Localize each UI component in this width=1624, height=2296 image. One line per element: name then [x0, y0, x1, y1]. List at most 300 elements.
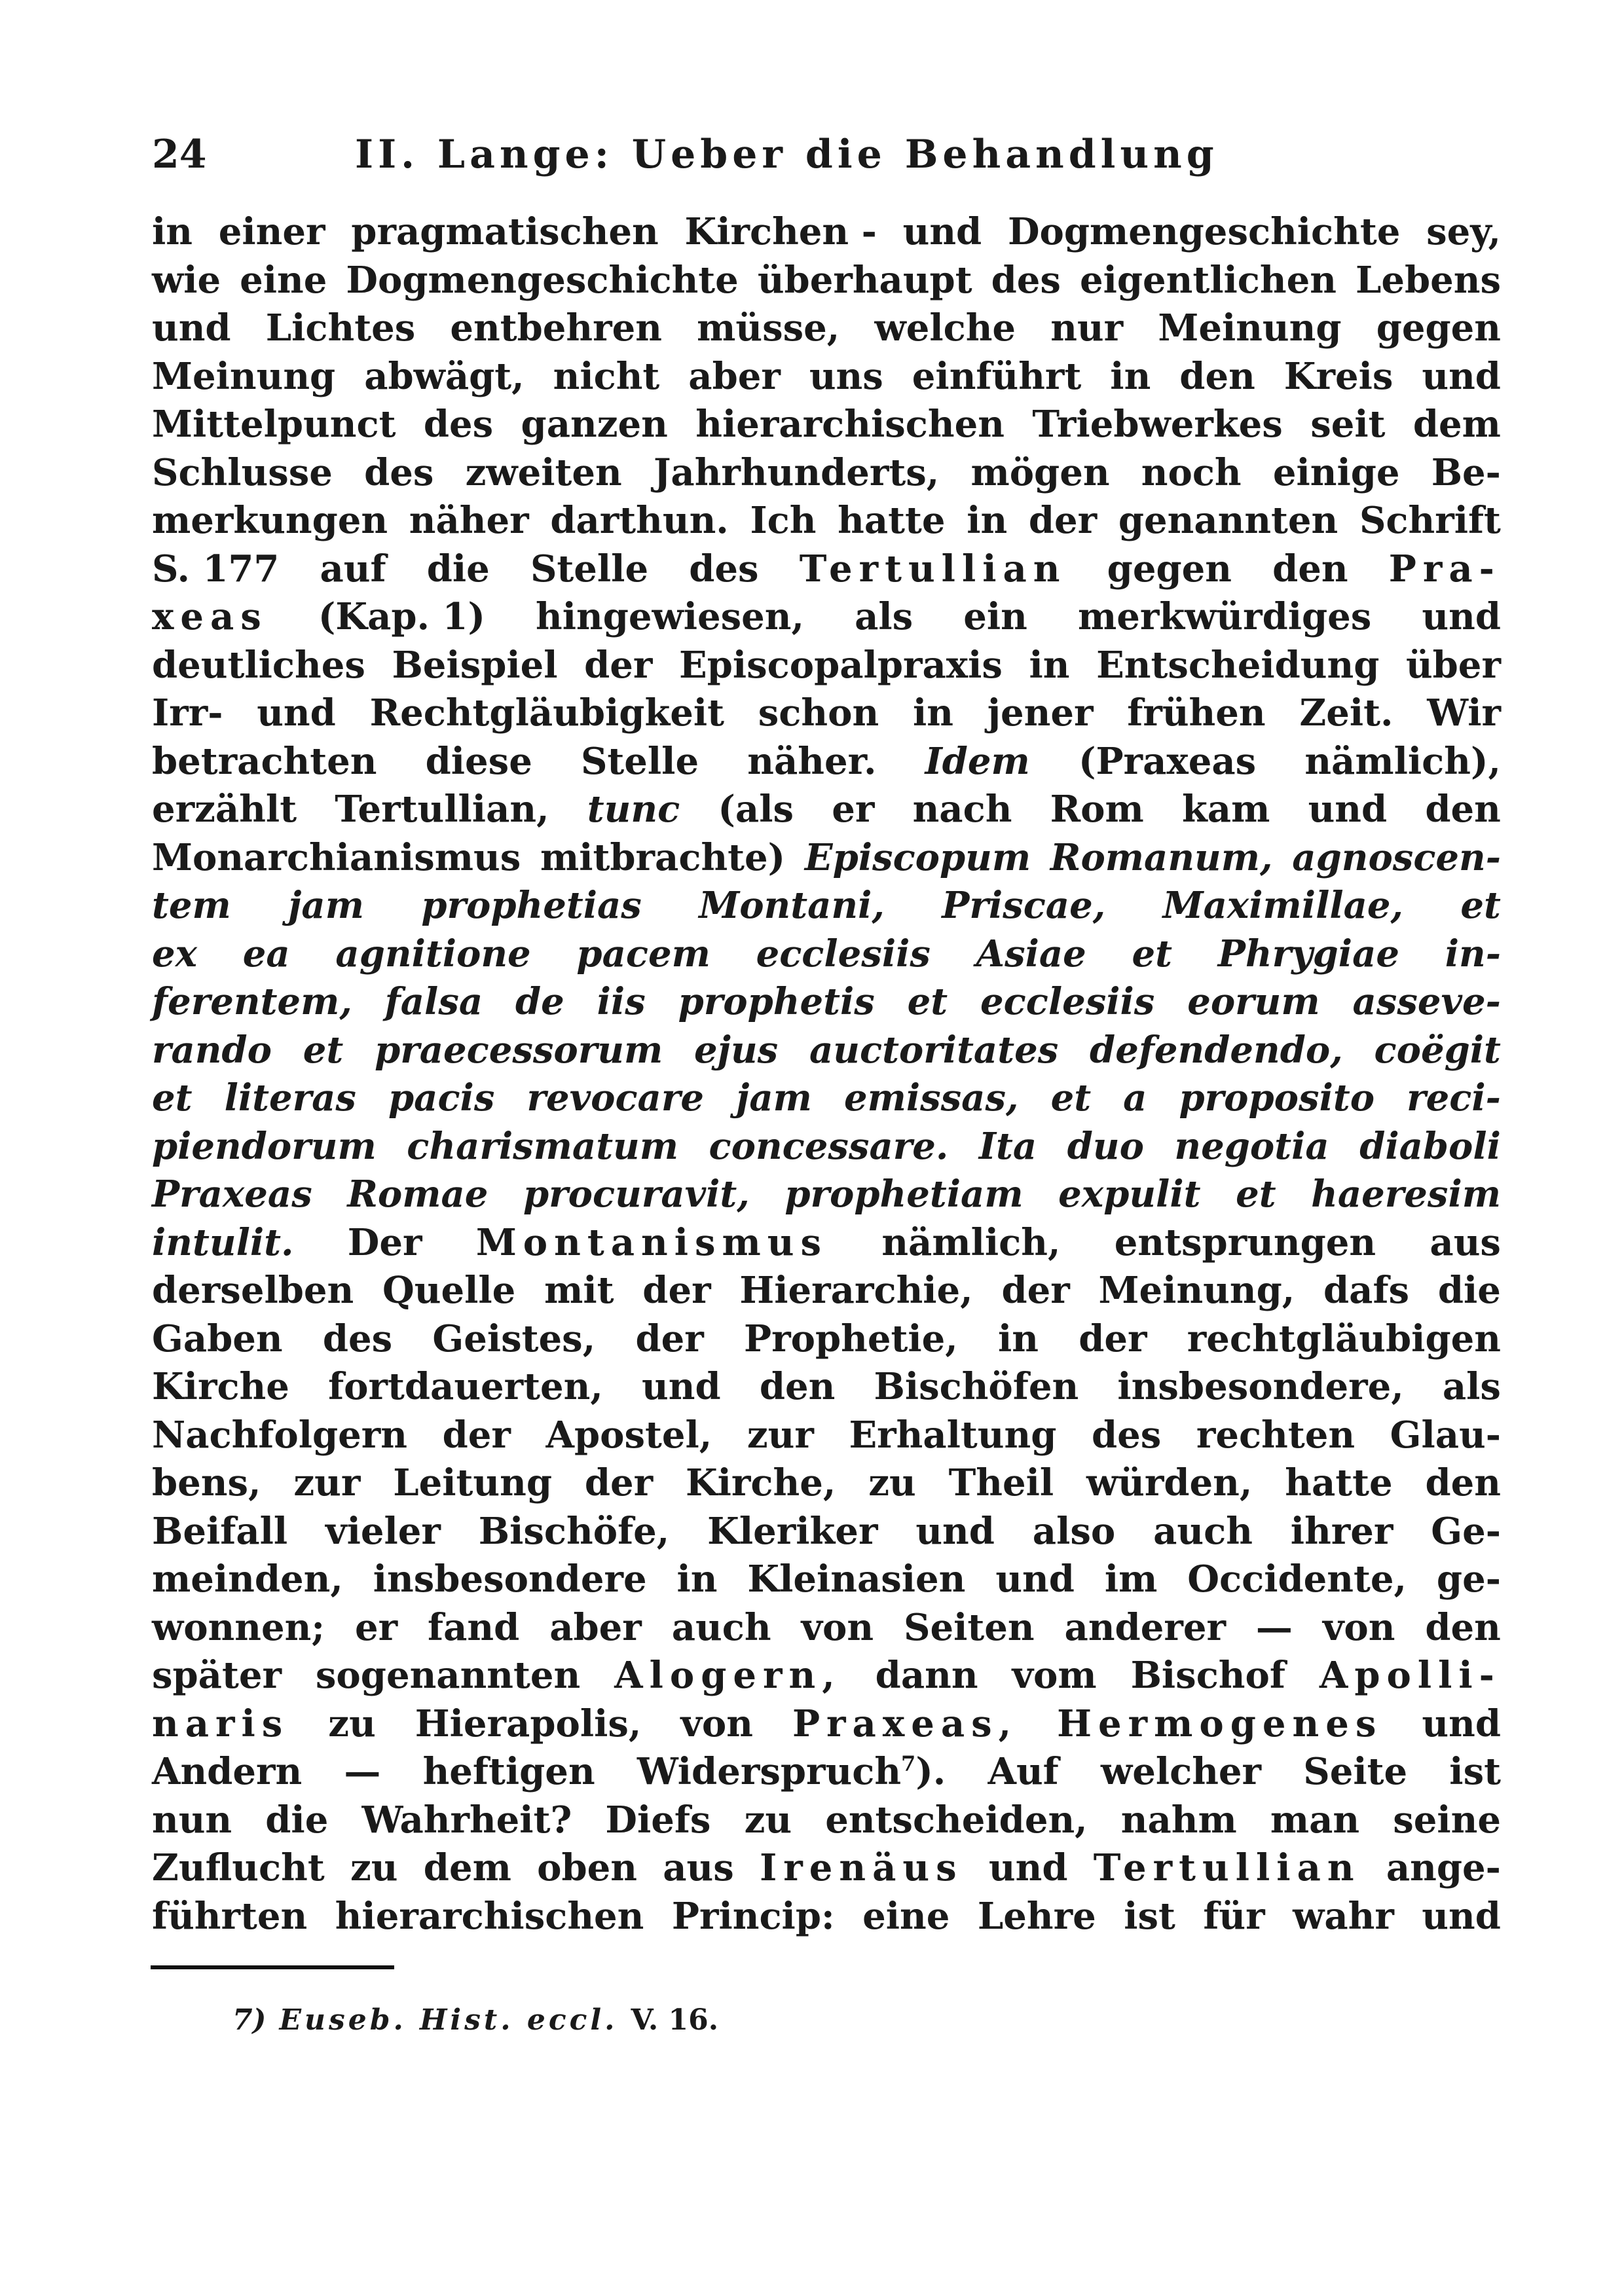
- word: dem: [423, 1846, 511, 1889]
- word: nicht: [553, 354, 660, 398]
- word: den: [1425, 1605, 1501, 1649]
- word: a: [1123, 1076, 1147, 1120]
- word: des: [364, 450, 434, 494]
- word: und: [257, 691, 336, 735]
- word: vom: [1012, 1654, 1097, 1697]
- word: Beispiel: [392, 643, 558, 687]
- text-line: [152, 978, 1501, 1027]
- word: Erhaltung: [849, 1413, 1057, 1457]
- word: Montani,: [699, 884, 885, 927]
- word: Hermogenes: [1057, 1702, 1383, 1745]
- word: wahr: [1293, 1894, 1394, 1938]
- word: Praxeas,: [792, 1702, 1018, 1745]
- word: Kreis: [1283, 354, 1393, 398]
- word: pacis: [388, 1076, 495, 1120]
- text-line: [152, 208, 1501, 257]
- word: Princip:: [671, 1894, 835, 1938]
- word: nun: [152, 1798, 232, 1842]
- word: Irenäus: [760, 1846, 963, 1889]
- text-line: [152, 1604, 1501, 1652]
- word: ist: [1124, 1894, 1175, 1938]
- word: der: [642, 1269, 711, 1312]
- word: den: [1425, 1461, 1501, 1504]
- word: Hierarchie,: [739, 1269, 973, 1312]
- word: Wir: [1427, 691, 1501, 735]
- word: der: [1028, 499, 1098, 542]
- text-line: [152, 1123, 1501, 1171]
- word: abwägt,: [364, 354, 525, 398]
- word: von: [801, 1605, 874, 1649]
- word: führten: [152, 1894, 308, 1938]
- word: de: [515, 980, 564, 1023]
- word: defendendo,: [1090, 1028, 1343, 1072]
- word: Widerspruch: [637, 1750, 902, 1793]
- word: überhaupt: [757, 258, 972, 302]
- text-line: [152, 1412, 1501, 1460]
- word: in: [967, 499, 1008, 542]
- text-line: [152, 304, 1501, 353]
- word: ex: [152, 932, 198, 975]
- word: aus: [663, 1846, 734, 1889]
- word: zur: [747, 1413, 814, 1457]
- word: prophetias: [421, 884, 642, 927]
- word: ange-: [1386, 1846, 1501, 1889]
- word: Alogern,: [614, 1654, 841, 1697]
- text-line: [152, 1700, 1501, 1749]
- word: Apostel,: [545, 1413, 712, 1457]
- word: in: [152, 210, 193, 253]
- word: Rechtgläubigkeit: [369, 691, 725, 735]
- word: des: [423, 403, 494, 446]
- word: concessare.: [709, 1124, 949, 1168]
- word: Tertullian: [1093, 1846, 1361, 1889]
- word: Meinung,: [1098, 1269, 1295, 1312]
- word: über: [1405, 643, 1501, 687]
- word: zu: [868, 1461, 916, 1504]
- footnote-work: Hist. eccl.: [419, 2003, 618, 2037]
- word: naris: [152, 1702, 289, 1745]
- word: entsprungen: [1114, 1220, 1376, 1264]
- word: —: [1255, 1605, 1293, 1649]
- word: procuravit,: [523, 1173, 750, 1216]
- word: welche: [874, 306, 1016, 350]
- word: und: [988, 1846, 1068, 1889]
- word: ecclesiis: [980, 980, 1155, 1023]
- word: dann: [875, 1654, 978, 1697]
- word: Ita: [978, 1124, 1037, 1168]
- word: Tertullian,: [335, 788, 549, 831]
- word: frühen: [1127, 691, 1266, 735]
- text-line: [152, 930, 1501, 979]
- word: man: [1270, 1798, 1360, 1842]
- text-line: [152, 1844, 1501, 1893]
- word: und: [915, 1509, 995, 1553]
- word: ferentem,: [152, 980, 352, 1023]
- word: Romanum,: [1050, 835, 1273, 879]
- word: Lebens: [1355, 258, 1501, 302]
- footnote-marker: 7): [232, 2003, 267, 2037]
- word: gegen: [1107, 547, 1232, 591]
- word: entscheiden,: [825, 1798, 1088, 1842]
- word: expulit: [1058, 1173, 1201, 1216]
- word: und: [995, 1558, 1075, 1601]
- word: falsa: [384, 980, 483, 1023]
- word: Idem: [925, 739, 1030, 783]
- word: in: [912, 691, 953, 735]
- word: betrachten: [152, 739, 377, 783]
- word: praecessorum: [375, 1028, 663, 1072]
- word: Be-: [1431, 450, 1501, 494]
- text-line: [152, 497, 1501, 545]
- word: et: [1236, 1173, 1276, 1216]
- word: nämlich),: [1304, 739, 1501, 783]
- word: (als: [718, 788, 794, 831]
- footnote-source: Euseb.: [279, 2003, 407, 2037]
- word: und: [642, 1365, 721, 1408]
- word: ea: [242, 932, 290, 975]
- word: der: [1079, 1317, 1147, 1360]
- word: merkungen: [152, 499, 388, 542]
- footnote-reference: V. 16.: [631, 2003, 719, 2037]
- word: uns: [809, 354, 883, 398]
- word: et: [152, 1076, 193, 1120]
- word: Glau-: [1390, 1413, 1501, 1457]
- word: einige: [1272, 450, 1400, 494]
- word: schon: [758, 691, 879, 735]
- word: und: [1422, 1894, 1501, 1938]
- word: Maximillae,: [1162, 884, 1404, 927]
- word: Geistes,: [432, 1317, 596, 1360]
- word: meinden,: [152, 1558, 343, 1601]
- word: hatte: [1285, 1461, 1393, 1504]
- word: rando: [152, 1028, 272, 1072]
- word: des: [322, 1317, 393, 1360]
- word: zur: [293, 1461, 361, 1504]
- word: deutliches: [152, 643, 365, 687]
- word: (Kap. 1): [318, 595, 485, 638]
- word: jam: [288, 884, 364, 927]
- word: der: [584, 643, 653, 687]
- word: nach: [912, 788, 1012, 831]
- word: des: [1091, 1413, 1162, 1457]
- word: darthun.: [550, 499, 729, 542]
- word: Auf: [987, 1750, 1059, 1793]
- word: ist: [1449, 1750, 1501, 1793]
- word: Tertullian: [799, 547, 1067, 591]
- word: erzählt: [152, 788, 297, 831]
- word: eorum: [1187, 980, 1320, 1023]
- word: des: [689, 547, 759, 591]
- word: der: [1001, 1269, 1070, 1312]
- word: in-: [1445, 932, 1501, 975]
- word: Leitung: [393, 1461, 552, 1504]
- word: näher.: [747, 739, 877, 783]
- text-line: [152, 257, 1501, 305]
- word: ein: [963, 595, 1027, 638]
- word: mitbrachte): [540, 835, 786, 879]
- page-header: [152, 128, 1409, 181]
- word: mit: [544, 1269, 614, 1312]
- word: literas: [224, 1076, 356, 1120]
- word: und: [1308, 788, 1388, 831]
- word: Wahrheit?: [361, 1798, 572, 1842]
- word: noch: [1141, 450, 1242, 494]
- word: prophetis: [678, 980, 875, 1023]
- word: Rom: [1050, 788, 1144, 831]
- word: Meinung: [1158, 306, 1342, 350]
- word: sogenannten: [315, 1654, 581, 1697]
- text-line: [152, 1027, 1501, 1075]
- word: von: [1322, 1605, 1395, 1649]
- word: Asiae: [976, 932, 1086, 975]
- text-line: [152, 1748, 1501, 1796]
- word: der: [442, 1413, 511, 1457]
- word: et: [1460, 884, 1501, 927]
- word: Bischof: [1130, 1654, 1285, 1697]
- word: Ge-: [1431, 1509, 1501, 1553]
- word: fortdauerten,: [328, 1365, 603, 1408]
- word: zu: [328, 1702, 376, 1745]
- text-line: [152, 1267, 1501, 1315]
- word: den: [759, 1365, 836, 1408]
- word: fand: [428, 1605, 520, 1649]
- word: nahm: [1120, 1798, 1237, 1842]
- word: pacem: [576, 932, 710, 975]
- word: eigentlichen: [1079, 258, 1337, 302]
- word: und: [152, 306, 231, 350]
- text-line: [152, 1508, 1501, 1556]
- word: eine: [240, 258, 327, 302]
- word: Kleinasien: [747, 1558, 966, 1601]
- word: sey,: [1426, 210, 1501, 253]
- word: den: [1179, 354, 1255, 398]
- text-line: [152, 1796, 1501, 1845]
- word: revocare: [526, 1076, 704, 1120]
- word: seine: [1393, 1798, 1501, 1842]
- word: in: [676, 1558, 718, 1601]
- word: in: [1029, 643, 1070, 687]
- word: proposito: [1179, 1076, 1375, 1120]
- word: hierarchischen: [335, 1894, 644, 1938]
- word: pragmatischen: [351, 210, 659, 253]
- word: Beifall: [152, 1509, 288, 1553]
- word: Kirchen -: [684, 210, 877, 253]
- text-line: [152, 1363, 1501, 1412]
- word: rechtgläubigen: [1187, 1317, 1501, 1360]
- word: aber: [688, 354, 781, 398]
- word: Schrift: [1359, 499, 1501, 542]
- word: vieler: [325, 1509, 441, 1553]
- word: reci-: [1407, 1076, 1501, 1120]
- word: hatte: [838, 499, 946, 542]
- word: und: [1422, 595, 1501, 638]
- word: Priscae,: [942, 884, 1106, 927]
- word: agnoscen-: [1292, 835, 1501, 879]
- word: Stelle: [530, 547, 649, 591]
- word: der: [635, 1317, 704, 1360]
- word: die: [426, 547, 490, 591]
- word: einer: [218, 210, 325, 253]
- word: von: [680, 1702, 753, 1745]
- word: Pra-: [1388, 547, 1501, 591]
- word: oben: [537, 1846, 637, 1889]
- word: heftigen: [422, 1750, 595, 1793]
- word: würden,: [1086, 1461, 1253, 1504]
- word: des: [991, 258, 1061, 302]
- text-line: [152, 593, 1501, 642]
- word: diaboli: [1359, 1124, 1501, 1168]
- word: seit: [1310, 403, 1386, 446]
- word: xeas: [152, 595, 268, 638]
- word: —: [344, 1750, 381, 1793]
- footnote: [232, 2003, 718, 2037]
- text-line: [152, 834, 1501, 883]
- word: insbesondere,: [1117, 1365, 1404, 1408]
- word: den: [1425, 788, 1501, 831]
- word: mögen: [970, 450, 1110, 494]
- word: Kleriker: [707, 1509, 878, 1553]
- word: insbesondere: [373, 1558, 647, 1601]
- word: Praxeas: [152, 1173, 312, 1216]
- word: zu: [744, 1798, 792, 1842]
- word: also: [1032, 1509, 1116, 1553]
- word: charismatum: [407, 1124, 679, 1168]
- word: Episcopalpraxis: [679, 643, 1003, 687]
- word: den: [1272, 547, 1348, 591]
- word: diese: [425, 739, 532, 783]
- text-line: [152, 1219, 1501, 1267]
- body-text: [152, 208, 1501, 1941]
- word: eine: [862, 1894, 950, 1938]
- word: dem: [1412, 403, 1501, 446]
- word: Irr-: [152, 691, 223, 735]
- word: ejus: [694, 1028, 779, 1072]
- word: Phrygiae: [1217, 932, 1399, 975]
- word: Triebwerkes: [1032, 403, 1283, 446]
- word: S. 177: [152, 547, 280, 591]
- word: hingewiesen,: [536, 595, 805, 638]
- word-group: Widerspruch7).: [637, 1748, 946, 1796]
- word: prophetiam: [784, 1173, 1024, 1216]
- word: gegen: [1376, 306, 1501, 350]
- page-number: 24: [152, 132, 207, 177]
- word: die: [1437, 1269, 1501, 1312]
- word: Bischöfen: [874, 1365, 1079, 1408]
- word: zweiten: [465, 450, 622, 494]
- text-line: [152, 401, 1501, 449]
- word: ihrer: [1290, 1509, 1393, 1553]
- word: iis: [597, 980, 646, 1023]
- word: ganzen: [521, 403, 668, 446]
- text-line: [152, 1652, 1501, 1700]
- word: der: [584, 1461, 654, 1504]
- word: ).: [915, 1750, 946, 1793]
- word: Montanismus: [475, 1220, 828, 1264]
- word: Der: [347, 1220, 422, 1264]
- text-line: [152, 1074, 1501, 1123]
- word: Jahrhunderts,: [653, 450, 940, 494]
- text-line: [152, 882, 1501, 930]
- word: emissas,: [843, 1076, 1019, 1120]
- text-line: [152, 1459, 1501, 1508]
- word: Stelle: [580, 739, 699, 783]
- word: Mittelpunct: [152, 403, 396, 446]
- word: zu: [350, 1846, 398, 1889]
- word: duo: [1067, 1124, 1144, 1168]
- text-line: [152, 1171, 1501, 1219]
- word: Monarchianismus: [152, 835, 521, 879]
- word: Hierapolis,: [415, 1702, 642, 1745]
- word: Nachfolgern: [152, 1413, 408, 1457]
- word: wonnen;: [152, 1605, 325, 1649]
- word: später: [152, 1654, 282, 1697]
- text-line: [152, 545, 1501, 594]
- running-title: II. Lange: Ueber die Behandlung: [355, 132, 1219, 177]
- text-line: [152, 738, 1501, 786]
- word: rechten: [1196, 1413, 1356, 1457]
- word: für: [1203, 1894, 1265, 1938]
- word: Romae: [347, 1173, 489, 1216]
- word: anderer: [1064, 1605, 1226, 1649]
- word: haeresim: [1311, 1173, 1501, 1216]
- word: coëgit: [1374, 1028, 1501, 1072]
- word: Kirche,: [685, 1461, 836, 1504]
- word: näher: [409, 499, 529, 542]
- word: aus: [1430, 1220, 1501, 1264]
- footnote-rule: [151, 1965, 394, 1969]
- text-line: [152, 689, 1501, 738]
- word: Zeit.: [1299, 691, 1393, 735]
- word: dafs: [1323, 1269, 1410, 1312]
- word: Occidente,: [1187, 1558, 1407, 1601]
- word: auctoritates: [809, 1028, 1059, 1072]
- text-line: [152, 1893, 1501, 1941]
- word: er: [832, 788, 875, 831]
- word: nämlich,: [881, 1220, 1061, 1264]
- word: kam: [1182, 788, 1270, 831]
- word: merkwürdiges: [1077, 595, 1372, 638]
- word: jener: [987, 691, 1094, 735]
- word: hierarchischen: [695, 403, 1005, 446]
- word: wie: [152, 258, 221, 302]
- word: welcher: [1100, 1750, 1262, 1793]
- word: (Praxeas: [1078, 739, 1257, 783]
- word: Schlusse: [152, 450, 333, 494]
- word: entbehren: [450, 306, 662, 350]
- word: in: [997, 1317, 1039, 1360]
- word: Seite: [1303, 1750, 1408, 1793]
- word: et: [1050, 1076, 1092, 1120]
- word: Apolli-: [1319, 1654, 1501, 1697]
- word: Diefs: [605, 1798, 711, 1842]
- text-line: [152, 1556, 1501, 1604]
- word: bens,: [152, 1461, 261, 1504]
- word: einführt: [912, 354, 1082, 398]
- word: als: [1442, 1365, 1501, 1408]
- word: derselben: [152, 1269, 354, 1312]
- word: piendorum: [152, 1124, 377, 1168]
- word: Lehre: [977, 1894, 1096, 1938]
- word: Dogmengeschichte: [346, 258, 739, 302]
- word: negotia: [1174, 1124, 1329, 1168]
- word: Entscheidung: [1096, 643, 1380, 687]
- word: und: [902, 210, 982, 253]
- text-line: [152, 642, 1501, 690]
- word: Zuflucht: [152, 1846, 325, 1889]
- text-line: [152, 353, 1501, 401]
- word: et: [1132, 932, 1173, 975]
- word: und: [1422, 1702, 1501, 1745]
